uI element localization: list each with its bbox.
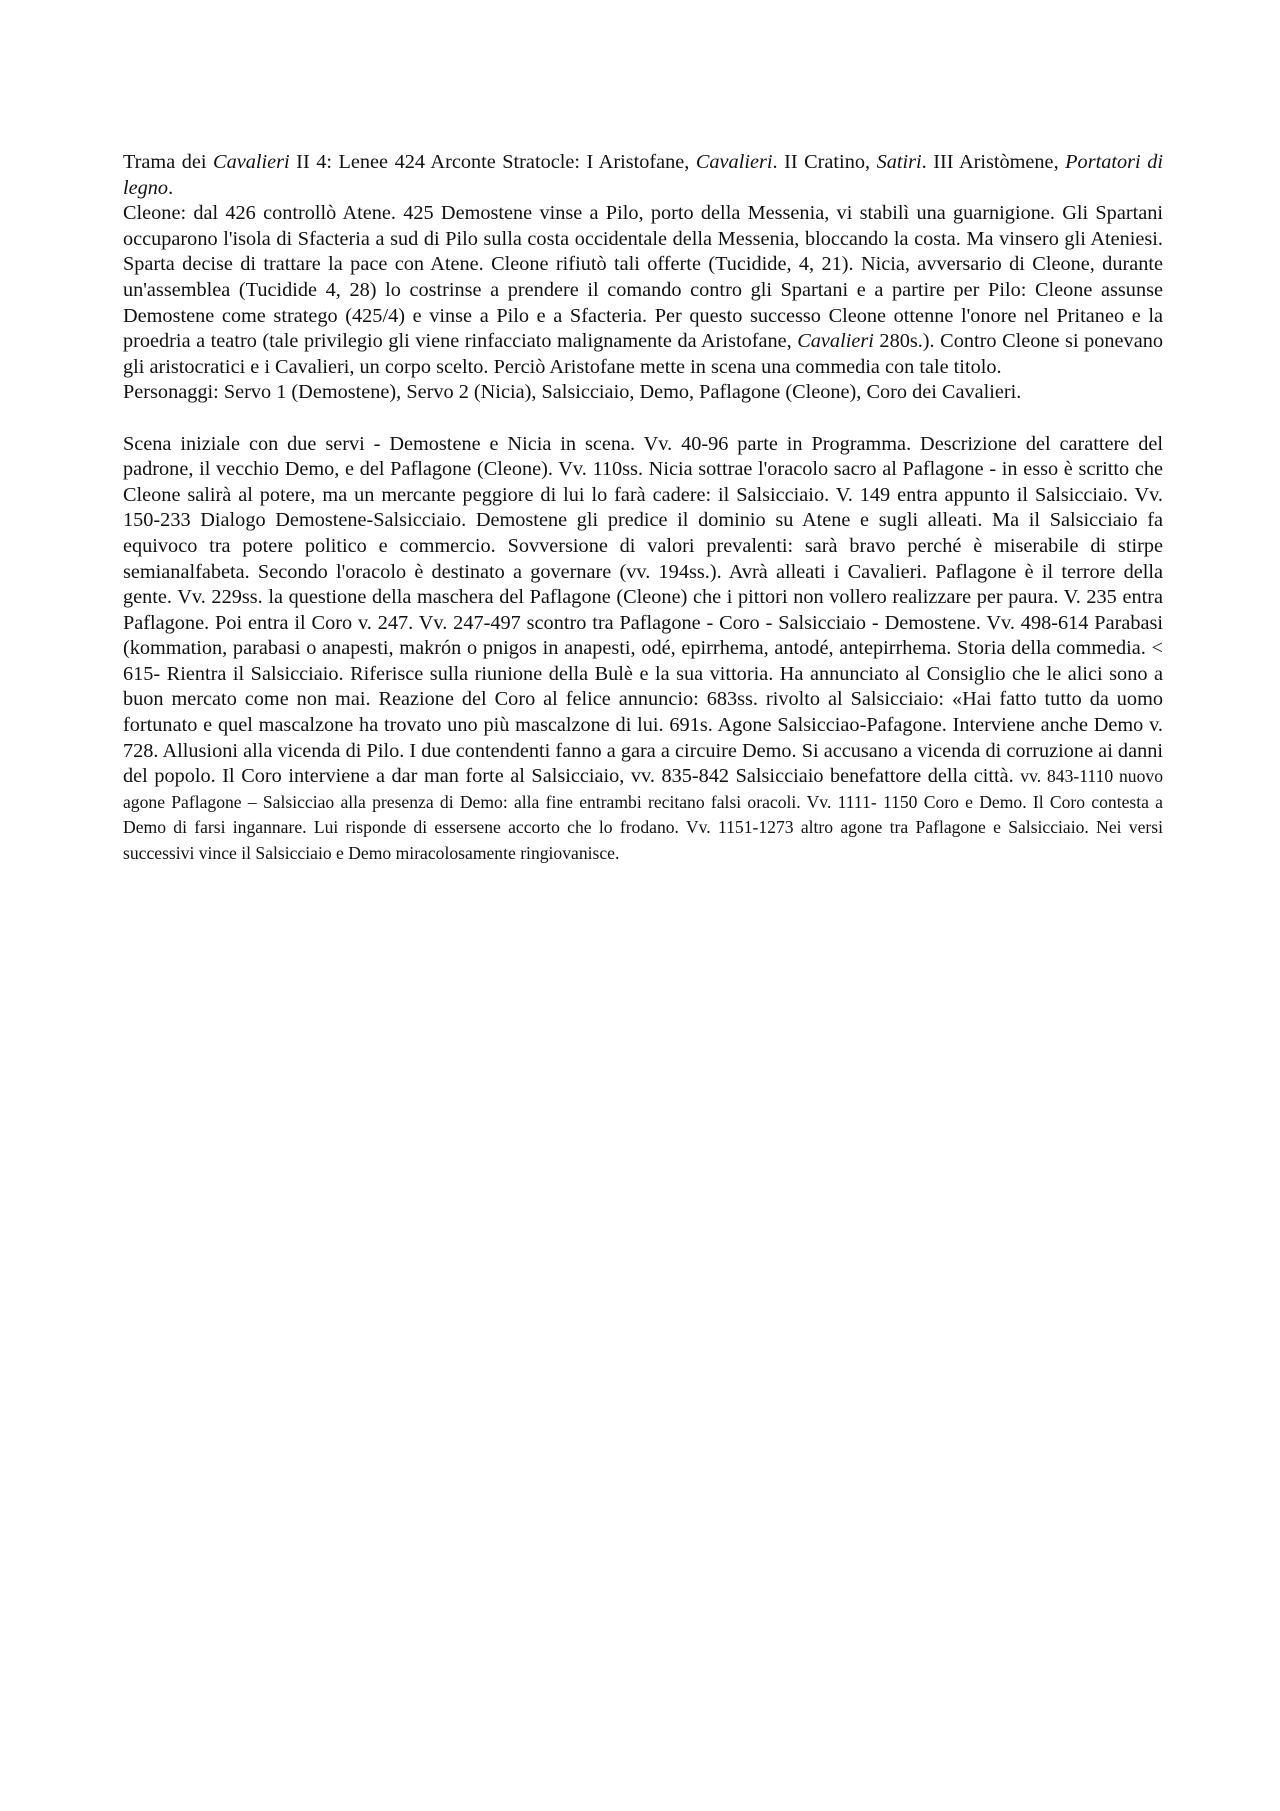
- italic-title: Portatori di legno: [123, 151, 1163, 199]
- paragraph-characters: Personaggi: Servo 1 (Demostene), Servo 2 (Nicia), Salsicciaio, Demo, Paflagone (Cleone), Coro dei Cavalieri.: [123, 381, 1022, 404]
- italic-title: Cavalieri: [213, 151, 290, 173]
- italic-title: Satiri: [876, 151, 922, 173]
- text-run-small: vv. 843-1110 nuovo agone Paflagone – Salsicciao alla presenza di Demo: alla fine entrambi recitano falsi oracoli. Vv. 1111- 1150 Coro e Demo. Il Coro contesta a Demo di farsi ingannare. Lui risponde di essersene accorto che lo frodano. Vv. 1151-1273 altro agone tra Paflagone e Salsicciaio. Nei versi successivi vince il Salsicciaio e Demo miracolosamente ringiovanisce.: [123, 766, 1163, 864]
- text-run: Trama dei: [123, 151, 214, 173]
- paragraph-plot-title: [123, 150, 1163, 201]
- document-body: [123, 150, 1163, 867]
- text-run: Cleone: dal 426 controllò Atene. 425 Demostene vinse a Pilo, porto della Messenia, vi stabilì una guarnigione. Gli Spartani occuparono l'isola di Sfacteria a sud di Pilo sulla costa occidentale della Messenia, bloccando la costa. Ma vinsero gli Ateniesi. Sparta decise di trattare la pace con Atene. Cleone rifiutò tali offerte (Tucidide, 4, 21). Nicia, avversario di Cleone, durante un'assemblea (Tucidide 4, 28) lo costrinse a prendere il comando contro gli Spartani e a partire per Pilo: Cleone assunse Demostene come stratego (425/4) e vinse a Pilo e a Sfacteria. Per questo successo Cleone ottenne l'onore nel Pritaneo e la proedria a teatro (tale privilegio gli viene rinfacciato malignamente da Aristofane,: [123, 202, 1163, 353]
- text-run: . II Cratino,: [772, 151, 877, 173]
- paragraph-spacer: [123, 406, 1163, 432]
- text-run: . III Aristòmene,: [921, 151, 1066, 173]
- italic-title: Cavalieri: [695, 151, 773, 173]
- text-run: II 4: Lenee 424 Arconte Stratocle: I Aristofane,: [289, 151, 696, 173]
- text-run: 280s.). Contro Cleone si ponevano gli aristocratici e i Cavalieri, un corpo scelto. Perciò Aristofane mette in scena una commedia con tale titolo.: [123, 330, 1163, 378]
- text-run: .: [168, 176, 174, 199]
- paragraph-historical-context: [123, 201, 1163, 380]
- italic-title: Cavalieri: [797, 330, 874, 353]
- paragraph-scene-summary: [123, 432, 1163, 867]
- text-run: Scena iniziale con due servi - Demostene e Nicia in scena. Vv. 40-96 parte in Programma. Descrizione del carattere del padrone, il vecchio Demo, e del Paflagone (Cleone). Vv. 110ss. Nicia sottrae l'oracolo sacro al Paflagone - in esso è scritto che Cleone salirà al potere, ma un mercante peggiore di lui lo farà cadere: il Salsicciaio. V. 149 entra appunto il Salsicciaio. Vv. 150-233 Dialogo Demostene-Salsicciaio. Demostene gli predice il dominio su Atene e sugli alleati. Ma il Salsicciaio fa equivoco tra potere politico e commercio. Sovversione di valori prevalenti: sarà bravo perché è miserabile di stirpe semianalfabeta. Secondo l'oracolo è destinato a governare (vv. 194ss.). Avrà alleati i Cavalieri. Paflagone è il terrore della gente. Vv. 229ss. la questione della maschera del Paflagone (Cleone) che i pittori non vollero realizzare per paura. V. 235 entra Paflagone. Poi entra il Coro v. 247. Vv. 247-497 scontro tra Paflagone - Coro - Salsicciaio - Demostene. Vv. 498-614 Parabasi (kommation, parabasi o anapesti, makrón o pnigos in anapesti, odé, epirrhema, antodé, antepirrhema. Storia della commedia. < 615- Rientra il Salsicciaio. Riferisce sulla riunione della Bulè e la sua vittoria. Ha annunciato al Consiglio che le alici sono a buon mercato come non mai. Reazione del Coro al felice annuncio: 683ss. rivolto al Salsicciaio: «Hai fatto tutto da uomo fortunato e quel mascalzone ha trovato uno più mascalzone di lui. 691s. Agone Salsicciao-Pafagone. Interviene anche Demo v. 728. Allusioni alla vicenda di Pilo. I due contendenti fanno a gara a circuire Demo. Si accusano a vicenda di corruzione ai danni del popolo. Il Coro interviene a dar man forte al Salsicciaio, vv. 835-842 Salsicciaio benefattore della città.: [123, 432, 1163, 788]
